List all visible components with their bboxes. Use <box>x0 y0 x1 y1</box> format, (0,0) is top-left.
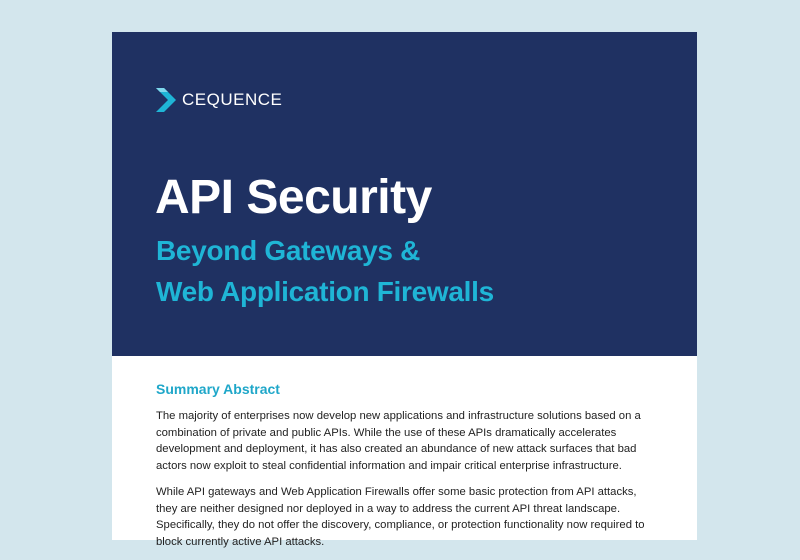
document-page <box>112 32 697 548</box>
brand-logo <box>156 88 282 112</box>
subtitle-line: Web Application Firewalls <box>156 276 494 307</box>
page-subtitle <box>156 230 494 312</box>
summary-section <box>156 380 656 560</box>
paragraph: While API gateways and Web Application Firewalls offer some basic protection from API attacks, they are neither designed nor deployed in a way to address the current API threat landscape. Specifically, they do not offer the discovery, compliance, or protection functionality now required to block currently active API attacks. <box>156 486 645 548</box>
paragraph: The majority of enterprises now develop new applications and infrastructure solutions based on a combination of private and public APIs. While the use of these APIs dramatically accelerates development and deployment, it has also created an abundance of new attack surfaces that bad actors now exploit to steal confidential information and impair critical enterprise infrastructure. <box>156 410 641 472</box>
subtitle-line: Beyond Gateways & <box>156 235 421 266</box>
brand-name: CEQUENCE <box>182 90 283 109</box>
chevron-arrow-icon <box>156 88 176 112</box>
page-title: API Security <box>155 171 432 224</box>
hero-banner <box>112 32 697 356</box>
section-heading: Summary Abstract <box>156 381 280 397</box>
